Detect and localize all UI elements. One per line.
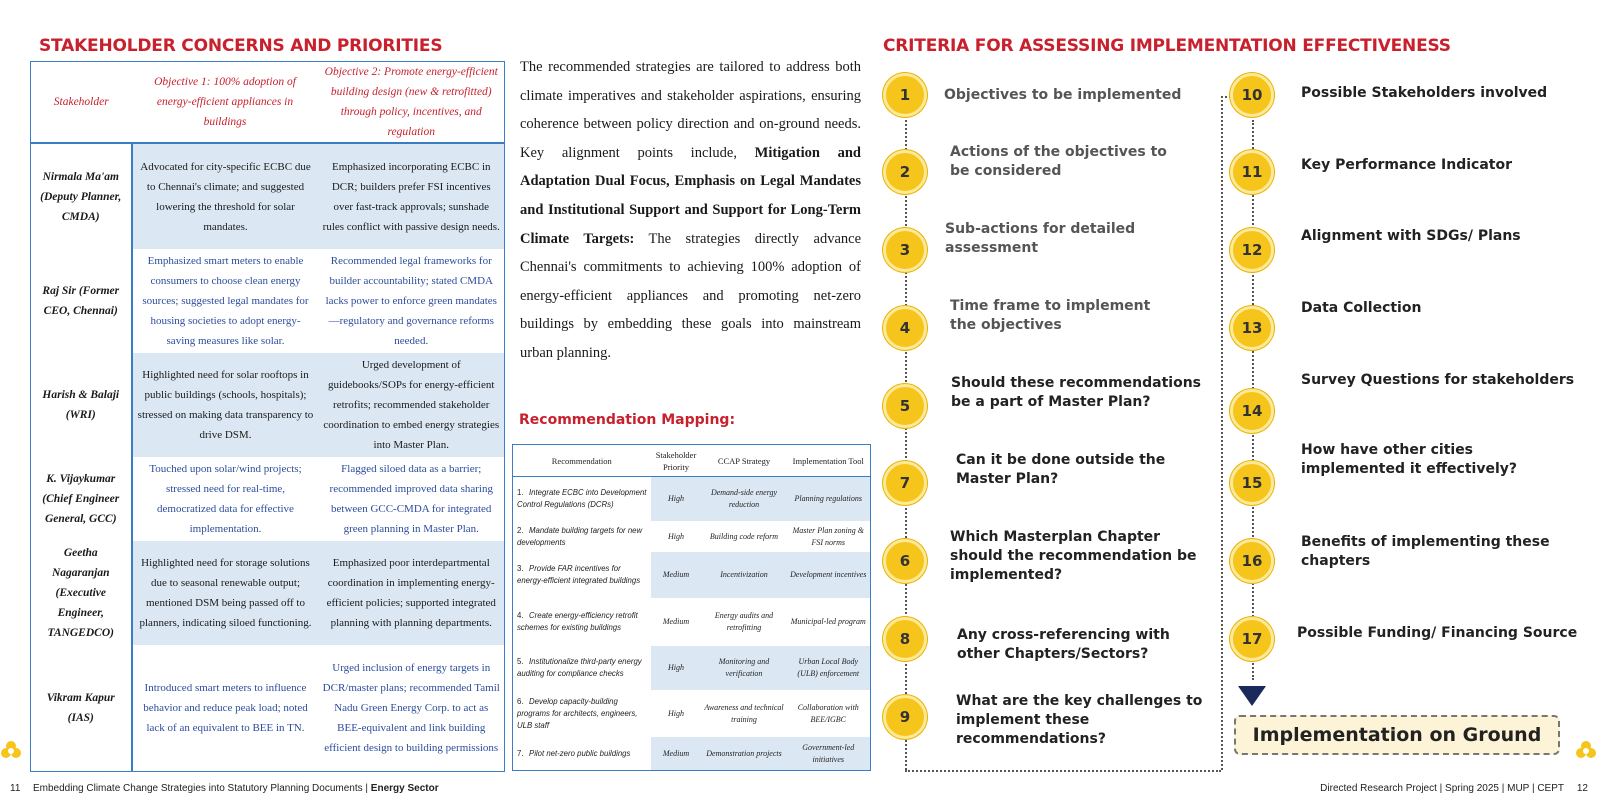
recommendation-cell xyxy=(513,521,651,552)
criteria-number-badge: 16 xyxy=(1230,539,1274,583)
criteria-label: Possible Stakeholders involved xyxy=(1301,85,1548,101)
criteria-number-badge: 17 xyxy=(1230,617,1274,661)
table-header: CCAP Strategy xyxy=(702,445,787,477)
criteria-label: Objectives to be implemented xyxy=(944,87,1182,103)
recommendation-cell xyxy=(513,690,651,737)
criteria-number-badge: 11 xyxy=(1230,150,1274,194)
objective-1-cell: Highlighted need for solar rooftops in public buildings (schools, hospitals); stressed on making data transparency to drive DSM. xyxy=(132,353,319,457)
strategy-cell: Demonstration projects xyxy=(702,737,787,770)
objective-1-cell: Emphasized smart meters to enable consumers to choose clean energy sources; suggested legal mandates for housing societies to adopt energy-saving measures like solar. xyxy=(132,249,319,353)
recommendation-text: Mandate building targets for new developments xyxy=(517,525,643,547)
objective-2-cell: Emphasized poor interdepartmental coordination in implementing energy-efficient policies; supported integrated planning with planning departments. xyxy=(319,541,505,645)
flower-decoration-icon xyxy=(0,740,22,762)
recommendation-cell xyxy=(513,598,651,646)
recommendation-number: 1. xyxy=(517,488,524,498)
criteria-label: Time frame to implement the objectives xyxy=(950,298,1151,333)
table-row xyxy=(31,249,505,353)
criteria-label: Benefits of implementing these chapters xyxy=(1301,534,1550,569)
tool-cell: Master Plan zoning & FSI norms xyxy=(792,525,864,547)
table-row xyxy=(31,143,505,249)
objective-1-cell: Highlighted need for storage solutions due to seasonal renewable output; mentioned DSM being passed off to planners, indicating siloed functioning. xyxy=(132,541,319,645)
objective-2-cell: Urged development of guidebooks/SOPs for energy-efficient retrofits; recommended stakeholder coordination to embed energy strategies into Master Plan. xyxy=(319,353,505,457)
criteria-label: Data Collection xyxy=(1301,300,1422,316)
strategy-cell: Awareness and technical training xyxy=(704,702,784,724)
recommendation-mapping-title: Recommendation Mapping: xyxy=(519,412,736,428)
objective-1-cell: Touched upon solar/wind projects; stressed need for real-time, democratized data for effective implementation. xyxy=(132,457,319,541)
criteria-number-badge: 9 xyxy=(883,695,927,739)
tool-cell: Development incentives xyxy=(787,552,871,598)
alignment-paragraph xyxy=(520,53,861,368)
criteria-label: Alignment with SDGs/ Plans xyxy=(1301,228,1521,244)
priority-cell: Medium xyxy=(662,616,690,626)
table-header: Stakeholder xyxy=(31,62,132,144)
stakeholder-name: Vikram Kapur (IAS) xyxy=(31,645,132,771)
criteria-number-badge: 3 xyxy=(883,228,927,272)
criteria-label: What are the key challenges to implement these recommendations? xyxy=(956,693,1203,747)
criteria-number-badge: 10 xyxy=(1230,73,1274,117)
table-row xyxy=(513,598,871,646)
table-row xyxy=(31,541,505,645)
paragraph-bold: Mitigation and Adaptation Dual Focus, Emphasis on Legal Mandates and Institutional Support and Support for Long-Term Climate Targets: xyxy=(520,144,861,247)
criteria-label: Any cross-referencing with other Chapters/Sectors? xyxy=(957,627,1170,662)
criteria-label: Which Masterplan Chapter should the recommendation be implemented? xyxy=(950,529,1197,583)
connector-line xyxy=(1221,96,1223,770)
table-row xyxy=(513,690,871,737)
tool-cell: Planning regulations xyxy=(787,477,871,522)
recommendation-text: Integrate ECBC into Development Control Regulations (DCRs) xyxy=(517,488,647,510)
criteria-label: Can it be done outside the Master Plan? xyxy=(956,452,1166,487)
tool-cell: Municipal-led program xyxy=(790,616,866,626)
table-row xyxy=(513,552,871,598)
objective-2-cell: Urged inclusion of energy targets in DCR/master plans; recommended Tamil Nadu Green Energy Corp. to act as BEE-equivalent and link building efficient design to building permissions xyxy=(319,645,505,771)
page-number-left: 11 xyxy=(10,783,21,794)
strategy-cell: Demand-side energy reduction xyxy=(702,477,787,522)
criteria-number-badge: 14 xyxy=(1230,389,1274,433)
recommendation-cell xyxy=(513,477,651,522)
criteria-number-badge: 2 xyxy=(883,150,927,194)
stakeholder-section-title: STAKEHOLDER CONCERNS AND PRIORITIES xyxy=(39,36,443,56)
objective-1-cell: Advocated for city-specific ECBC due to Chennai's climate; and suggested lowering the threshold for solar mandates. xyxy=(132,143,319,249)
criteria-label: Survey Questions for stakeholders xyxy=(1301,372,1575,388)
recommendation-text: Institutionalize third-party energy auditing for compliance checks xyxy=(517,657,642,679)
objective-1-cell: Introduced smart meters to influence behavior and reduce peak load; noted lack of an equivalent to BEE in TN. xyxy=(132,645,319,771)
page-number-right: 12 xyxy=(1576,783,1588,794)
recommendation-text: Develop capacity-building programs for architects, engineers, ULB staff xyxy=(517,696,638,730)
table-header: Objective 2: Promote energy-efficient building design (new & retrofitted) through policy, incentives, and regulation xyxy=(319,62,505,144)
table-row xyxy=(31,457,505,541)
stakeholder-table xyxy=(30,61,505,772)
objective-2-cell: Recommended legal frameworks for builder accountability; stated CMDA lacks power to enforce green mandates—regulatory and governance reforms needed. xyxy=(319,249,505,353)
recommendation-text: Pilot net-zero public buildings xyxy=(529,748,631,758)
footer-sector: Energy Sector xyxy=(370,783,439,794)
recommendation-table xyxy=(512,444,871,771)
priority-cell: High xyxy=(668,708,684,718)
objective-2-cell: Flagged siloed data as a barrier; recommended improved data sharing between GCC-CMDA for integrated green planning in Master Plan. xyxy=(319,457,505,541)
criteria-number-badge: 15 xyxy=(1230,461,1274,505)
priority-cell: High xyxy=(651,646,702,691)
criteria-label: Key Performance Indicator xyxy=(1301,157,1512,173)
paragraph-intro: The recommended strategies are tailored to address both climate imperatives and stakeholder aspirations, ensuring coherence between policy direction and on-ground needs. Key alignment points include, xyxy=(520,59,861,161)
footer-right-text: Directed Research Project | Spring 2025 | MUP | CEPT xyxy=(1320,783,1564,794)
table-row xyxy=(31,353,505,457)
table-row xyxy=(31,645,505,771)
connector-line xyxy=(905,120,907,770)
recommendation-text: Create energy-efficiency retrofit schemes for existing buildings xyxy=(517,610,638,632)
recommendation-cell xyxy=(513,737,651,770)
criteria-number-badge: 6 xyxy=(883,539,927,583)
criteria-label: How have other cities implemented it effectively? xyxy=(1301,442,1517,477)
connector-line xyxy=(905,770,1221,772)
priority-cell: High xyxy=(668,531,684,541)
recommendation-number: 7. xyxy=(517,748,524,758)
stakeholder-name: Nirmala Ma'am (Deputy Planner, CMDA) xyxy=(31,143,132,249)
priority-cell: High xyxy=(651,477,702,522)
flower-decoration-icon xyxy=(1575,740,1597,762)
table-row xyxy=(513,521,871,552)
priority-cell: Medium xyxy=(651,552,702,598)
recommendation-cell xyxy=(513,646,651,691)
criteria-number-badge: 13 xyxy=(1230,306,1274,350)
table-header: Stakeholder Priority xyxy=(651,445,702,477)
footer-left-text xyxy=(33,783,439,794)
tool-cell: Government-led initiatives xyxy=(787,737,871,770)
recommendation-cell xyxy=(513,552,651,598)
table-row xyxy=(513,737,871,770)
criteria-label: Sub-actions for detailed assessment xyxy=(945,221,1136,256)
strategy-cell: Energy audits and retrofitting xyxy=(714,610,774,632)
table-header: Objective 1: 100% adoption of energy-efficient appliances in buildings xyxy=(132,62,319,144)
criteria-number-badge: 8 xyxy=(883,617,927,661)
criteria-label: Actions of the objectives to be considered xyxy=(950,144,1167,179)
table-header: Recommendation xyxy=(513,445,651,477)
strategy-cell: Monitoring and verification xyxy=(702,646,787,691)
table-header: Implementation Tool xyxy=(787,445,871,477)
criteria-label: Possible Funding/ Financing Source xyxy=(1297,625,1578,641)
recommendation-number: 6. xyxy=(517,696,524,706)
recommendation-number: 5. xyxy=(517,657,524,667)
criteria-number-badge: 12 xyxy=(1230,228,1274,272)
recommendation-number: 3. xyxy=(517,564,524,574)
objective-2-cell: Emphasized incorporating ECBC in DCR; builders prefer FSI incentives over fast-track approvals; sunshade rules conflict with passive design needs. xyxy=(319,143,505,249)
priority-cell: Medium xyxy=(651,737,702,770)
footer-title: Embedding Climate Change Strategies into Statutory Planning Documents | xyxy=(33,783,371,794)
criteria-number-badge: 7 xyxy=(883,461,927,505)
implementation-on-ground-box: Implementation on Ground xyxy=(1234,715,1560,755)
table-row xyxy=(513,646,871,691)
criteria-section-title: CRITERIA FOR ASSESSING IMPLEMENTATION EFFECTIVENESS xyxy=(883,36,1451,56)
criteria-label: Should these recommendations be a part of Master Plan? xyxy=(951,375,1202,410)
criteria-number-badge: 5 xyxy=(883,384,927,428)
recommendation-number: 2. xyxy=(517,525,524,535)
criteria-number-badge: 4 xyxy=(883,306,927,350)
tool-cell: Collaboration with BEE/IGBC xyxy=(797,702,859,724)
strategy-cell: Building code reform xyxy=(709,531,779,541)
arrow-down-icon xyxy=(1238,686,1266,706)
paragraph-outro: The strategies directly advance Chennai's commitments to achieving 100% adoption of energy-efficient appliances and promoting net-zero buildings by embedding these goals into mainstream urban planning. xyxy=(520,230,861,361)
recommendation-text: Provide FAR incentives for energy-efficient integrated buildings xyxy=(517,564,641,586)
table-row xyxy=(513,477,871,522)
recommendation-number: 4. xyxy=(517,610,524,620)
stakeholder-name: Harish & Balaji (WRI) xyxy=(31,353,132,457)
criteria-number-badge: 1 xyxy=(883,73,927,117)
stakeholder-name: Raj Sir (Former CEO, Chennai) xyxy=(31,249,132,353)
stakeholder-name: K. Vijaykumar (Chief Engineer General, GCC) xyxy=(31,457,132,541)
strategy-cell: Incentivization xyxy=(702,552,787,598)
tool-cell: Urban Local Body (ULB) enforcement xyxy=(787,646,871,691)
stakeholder-name: Geetha Nagaranjan (Executive Engineer, TANGEDCO) xyxy=(31,541,132,645)
